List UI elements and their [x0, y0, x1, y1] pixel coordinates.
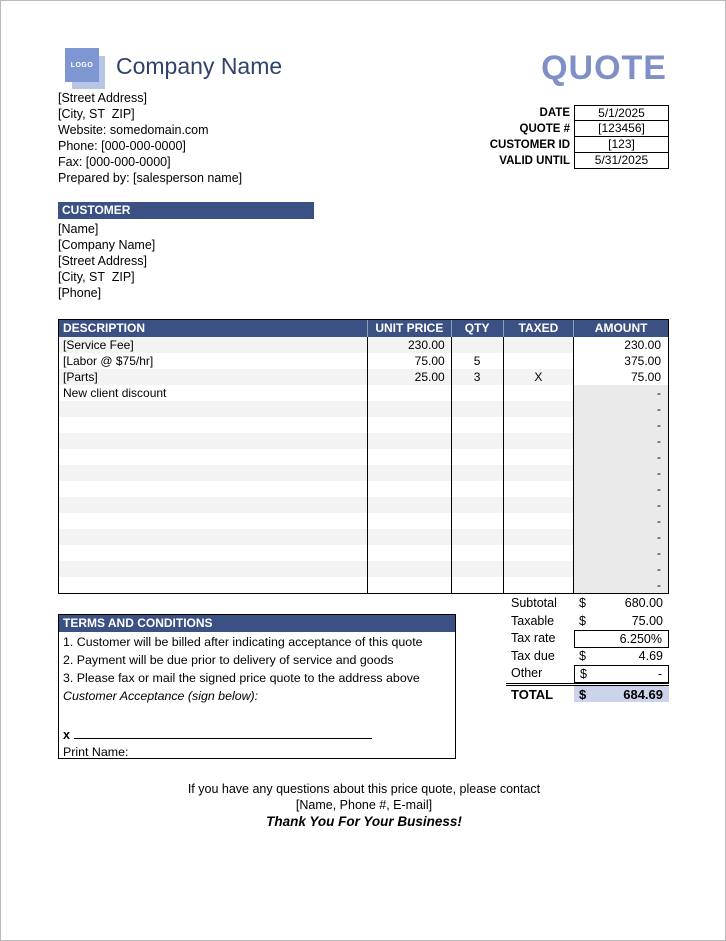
item-qty-cell[interactable] — [451, 401, 503, 417]
item-unit-price-cell[interactable] — [367, 385, 451, 401]
col-header-unit-price: UNIT PRICE — [367, 320, 451, 337]
quote-meta-label: CUSTOMER ID — [489, 139, 570, 151]
grand-total-row — [506, 683, 669, 702]
currency-symbol: $ — [579, 596, 586, 610]
item-description-cell[interactable] — [59, 433, 367, 449]
table-row — [59, 353, 668, 369]
currency-symbol: $ — [579, 613, 586, 628]
item-amount-cell: - — [573, 417, 668, 433]
item-qty-cell[interactable] — [451, 465, 503, 481]
item-qty-cell[interactable] — [451, 529, 503, 545]
item-description-cell[interactable]: [Parts] — [63, 370, 98, 384]
table-row — [59, 561, 668, 577]
quote-meta-value-cell[interactable]: [123] — [574, 136, 669, 153]
footer-contact-line: If you have any questions about this price quote, please contact — [187, 782, 541, 796]
terms-item: 2. Payment will be due prior to delivery of service and goods — [63, 653, 394, 667]
col-header-qty: QTY — [451, 320, 503, 337]
totals-row — [506, 648, 669, 666]
grand-total-value-cell — [574, 686, 669, 702]
item-qty-cell[interactable] — [451, 481, 503, 497]
company-info-line: Fax: [000-000-0000] — [58, 155, 171, 169]
col-header-description: DESCRIPTION — [63, 321, 146, 335]
item-taxed-cell[interactable] — [503, 353, 574, 369]
item-description-cell[interactable] — [59, 529, 367, 545]
item-description-cell[interactable] — [59, 497, 367, 513]
totals-value-cell — [574, 613, 669, 631]
totals-value: 4.69 — [638, 648, 663, 663]
item-description-cell[interactable] — [59, 449, 367, 465]
signature-row — [63, 726, 451, 743]
item-qty-cell[interactable] — [451, 337, 503, 353]
customer-info-block — [58, 221, 155, 301]
customer-acceptance-label: Customer Acceptance (sign below): — [63, 689, 259, 703]
quote-meta-label: VALID UNTIL — [499, 155, 570, 167]
quote-meta-row — [421, 105, 669, 121]
totals-label: Taxable — [511, 613, 555, 628]
item-taxed-cell[interactable] — [503, 401, 574, 417]
table-row — [59, 465, 668, 481]
items-table — [58, 319, 669, 594]
table-row — [59, 385, 668, 401]
table-row — [59, 529, 668, 545]
customer-info-line: [Street Address] — [58, 254, 147, 268]
totals-value-cell — [574, 648, 669, 666]
quote-meta-value-cell[interactable]: 5/31/2025 — [574, 152, 669, 169]
totals-row — [506, 630, 669, 648]
terms-item: 1. Customer will be billed after indicating acceptance of this quote — [63, 635, 423, 649]
item-amount-cell: - — [573, 401, 668, 417]
item-unit-price-cell[interactable] — [367, 465, 451, 481]
table-row — [59, 449, 668, 465]
grand-total-label: TOTAL — [511, 687, 554, 702]
item-unit-price-cell[interactable] — [367, 513, 451, 529]
company-info-line: Phone: [000-000-0000] — [58, 139, 186, 153]
item-description-cell[interactable] — [59, 401, 367, 417]
table-row — [59, 433, 668, 449]
item-unit-price-cell[interactable] — [367, 529, 451, 545]
terms-box — [58, 614, 456, 759]
quote-meta-label: DATE — [539, 107, 570, 119]
item-taxed-cell[interactable]: X — [503, 369, 574, 385]
customer-section-header: CUSTOMER — [58, 202, 314, 219]
currency-symbol: $ — [580, 667, 587, 681]
quote-meta-value-cell[interactable]: 5/1/2025 — [574, 105, 669, 121]
quote-meta-row — [421, 137, 669, 153]
table-row — [59, 577, 668, 593]
item-amount-cell: 375.00 — [573, 353, 668, 369]
item-qty-cell[interactable]: 5 — [451, 353, 503, 369]
quote-meta-value-cell[interactable]: [123456] — [574, 120, 669, 137]
item-unit-price-cell[interactable] — [367, 545, 451, 561]
signature-line[interactable] — [74, 726, 372, 739]
item-amount-cell: - — [573, 385, 668, 401]
totals-label: Other — [511, 666, 543, 680]
totals-value: 75.00 — [631, 613, 663, 628]
terms-body — [59, 632, 455, 761]
item-description-cell[interactable] — [59, 561, 367, 577]
item-qty-cell[interactable] — [451, 545, 503, 561]
item-amount-cell: - — [573, 577, 668, 593]
item-qty-cell[interactable]: 3 — [451, 369, 503, 385]
item-description-cell[interactable] — [59, 577, 367, 593]
signature-x-mark: x — [63, 728, 70, 742]
company-logo-icon — [63, 46, 111, 94]
item-taxed-cell[interactable] — [503, 433, 574, 449]
item-qty-cell[interactable] — [451, 449, 503, 465]
totals-value-cell — [574, 595, 669, 613]
company-info-line: [Street Address] — [58, 91, 147, 105]
item-qty-cell[interactable] — [451, 497, 503, 513]
item-amount-cell: - — [573, 513, 668, 529]
item-unit-price-cell[interactable]: 25.00 — [367, 369, 451, 385]
quote-title: QUOTE — [541, 49, 667, 87]
print-name-label: Print Name: — [63, 745, 129, 759]
item-unit-price-cell[interactable] — [367, 561, 451, 577]
item-qty-cell[interactable] — [451, 417, 503, 433]
currency-symbol: $ — [579, 687, 587, 702]
item-taxed-cell[interactable] — [503, 577, 574, 593]
customer-info-line: [Company Name] — [58, 238, 156, 252]
item-amount-cell: - — [573, 449, 668, 465]
terms-item: 3. Please fax or mail the signed price quote to the address above — [63, 671, 420, 685]
item-unit-price-cell[interactable] — [367, 433, 451, 449]
item-unit-price-cell[interactable] — [367, 449, 451, 465]
item-unit-price-cell[interactable] — [367, 497, 451, 513]
item-qty-cell[interactable] — [451, 577, 503, 593]
totals-row — [506, 595, 669, 613]
item-taxed-cell[interactable] — [503, 385, 574, 401]
item-taxed-cell[interactable] — [503, 417, 574, 433]
item-description-cell[interactable]: [Service Fee] — [63, 338, 134, 352]
currency-symbol: $ — [579, 648, 586, 663]
item-unit-price-cell[interactable]: 230.00 — [367, 337, 451, 353]
item-qty-cell[interactable] — [451, 433, 503, 449]
terms-section-header: TERMS AND CONDITIONS — [59, 615, 455, 632]
table-row — [59, 337, 668, 353]
totals-value: - — [657, 667, 662, 681]
item-qty-cell[interactable] — [451, 385, 503, 401]
company-info-line: Prepared by: [salesperson name] — [58, 171, 243, 185]
item-taxed-cell[interactable] — [503, 481, 574, 497]
quote-meta-label: QUOTE # — [519, 123, 570, 135]
logo-square: LOGO — [65, 48, 99, 82]
item-taxed-cell[interactable] — [503, 561, 574, 577]
customer-info-line: [City, ST ZIP] — [58, 270, 135, 284]
totals-row — [506, 613, 669, 631]
item-unit-price-cell[interactable] — [367, 481, 451, 497]
totals-row — [506, 665, 669, 683]
item-amount-cell: - — [573, 561, 668, 577]
item-description-cell[interactable]: New client discount — [63, 386, 167, 400]
quote-meta-row — [421, 121, 669, 137]
item-qty-cell[interactable] — [451, 561, 503, 577]
item-taxed-cell[interactable] — [503, 465, 574, 481]
totals-label: Subtotal — [511, 596, 557, 610]
item-description-cell[interactable] — [59, 481, 367, 497]
item-amount-cell: - — [573, 465, 668, 481]
table-row — [59, 481, 668, 497]
item-taxed-cell[interactable] — [503, 497, 574, 513]
table-row — [59, 513, 668, 529]
company-info-block — [58, 90, 242, 186]
item-amount-cell: - — [573, 481, 668, 497]
footer-thank-you: Thank You For Your Business! — [266, 814, 462, 829]
quote-meta-block — [421, 105, 669, 169]
item-unit-price-cell[interactable] — [367, 417, 451, 433]
customer-info-line: [Phone] — [58, 286, 102, 300]
totals-value: 680.00 — [624, 596, 663, 610]
table-row — [59, 369, 668, 385]
item-taxed-cell[interactable] — [503, 529, 574, 545]
totals-value-cell[interactable] — [574, 630, 669, 648]
table-row — [59, 401, 668, 417]
totals-label: Tax due — [511, 648, 555, 663]
totals-label: Tax rate — [511, 631, 556, 645]
item-unit-price-cell[interactable] — [367, 401, 451, 417]
items-table-header — [59, 320, 668, 337]
item-amount-cell: - — [573, 497, 668, 513]
col-header-amount: AMOUNT — [573, 320, 668, 337]
col-header-taxed: TAXED — [503, 320, 574, 337]
quote-meta-row — [421, 153, 669, 169]
totals-value-cell[interactable] — [574, 665, 669, 683]
item-taxed-cell[interactable] — [503, 545, 574, 561]
footer-contact-details: [Name, Phone #, E-mail] — [295, 798, 433, 812]
item-description-cell[interactable]: [Labor @ $75/hr] — [63, 354, 154, 368]
grand-total-value: 684.69 — [623, 687, 663, 702]
item-amount-cell: 230.00 — [573, 337, 668, 353]
company-name: Company Name — [116, 53, 283, 79]
table-row — [59, 417, 668, 433]
item-description-cell[interactable] — [59, 465, 367, 481]
item-description-cell[interactable] — [59, 513, 367, 529]
customer-info-line: [Name] — [58, 222, 99, 236]
item-description-cell[interactable] — [59, 545, 367, 561]
item-amount-cell: - — [573, 545, 668, 561]
company-info-line: Website: somedomain.com — [58, 123, 209, 137]
items-table-body — [59, 337, 668, 593]
item-description-cell[interactable] — [59, 417, 367, 433]
item-taxed-cell[interactable] — [503, 449, 574, 465]
item-unit-price-cell[interactable]: 75.00 — [367, 353, 451, 369]
table-row — [59, 545, 668, 561]
item-amount-cell: 75.00 — [573, 369, 668, 385]
item-taxed-cell[interactable] — [503, 337, 574, 353]
item-unit-price-cell[interactable] — [367, 577, 451, 593]
table-row — [59, 497, 668, 513]
item-amount-cell: - — [573, 433, 668, 449]
totals-value: 6.250% — [619, 632, 662, 646]
item-taxed-cell[interactable] — [503, 513, 574, 529]
item-qty-cell[interactable] — [451, 513, 503, 529]
item-amount-cell: - — [573, 529, 668, 545]
company-info-line: [City, ST ZIP] — [58, 107, 135, 121]
